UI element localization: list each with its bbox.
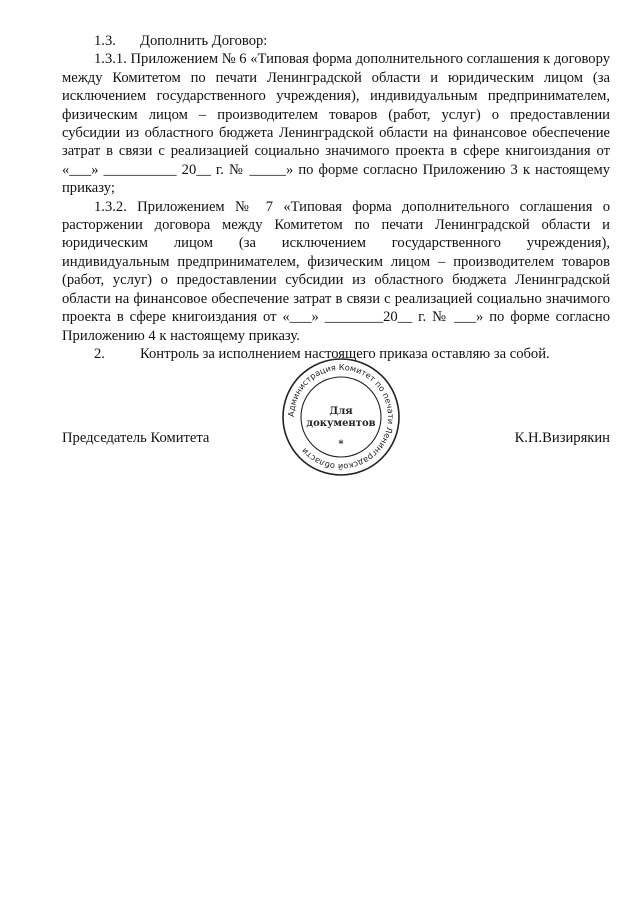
paragraph-number: 2. [94, 345, 105, 362]
signatory-position: Председатель Комитета [62, 430, 210, 446]
document-body [62, 32, 610, 363]
official-stamp [279, 355, 403, 479]
paragraph-1-3 [62, 32, 610, 50]
paragraph-number: 1.3. [94, 33, 116, 49]
stamp-center-line1: Для [329, 406, 353, 417]
stamp-center-line2: документов [306, 418, 376, 429]
stamp-star: * [338, 439, 344, 450]
stamp-seal [279, 355, 403, 479]
signatory-name: К.Н.Визирякин [514, 430, 610, 446]
stamp-ring-text: Администрация Комитет по печати Ленинградской области [285, 361, 397, 473]
paragraph-text: Дополнить Договор: [140, 33, 268, 49]
paragraph-1-3-2: 1.3.2. Приложением № 7 «Типовая форма дополнительного соглашения о расторжении договора между Комитетом по печати Ленинградской области и юридическим лицом (за исключением государственного учреждения), индивидуальным предпринимателем, физическим лицом – производителем товаров (работ, услуг) о предоставлении субсидии из областного бюджета Ленинградской области на финансовое обеспечение затрат в связи с реализацией социально значимого проекта в сфере книгоиздания от «___» ________20__ г. № ___» по форме согласно Приложению 4 к настоящему приказу. [62, 198, 610, 344]
paragraph-1-3-1: 1.3.1. Приложением № 6 «Типовая форма дополнительного соглашения к договору между Комитетом по печати Ленинградской области и юридическим лицом (за исключением государственного учреждения), индивидуальным предпринимателем, физическим лицом – производителем товаров (работ, услуг) о предоставлении субсидии из областного бюджета Ленинградской области на финансовое обеспечение затрат в связи с реализацией социально значимого проекта в сфере книгоиздания от «___» __________ 20__ г. № _____» по форме согласно Приложению 3 к настоящему приказу; [62, 51, 610, 197]
paragraph-text: Контроль за исполнением настоящего приказа оставляю за собой. [140, 345, 550, 362]
